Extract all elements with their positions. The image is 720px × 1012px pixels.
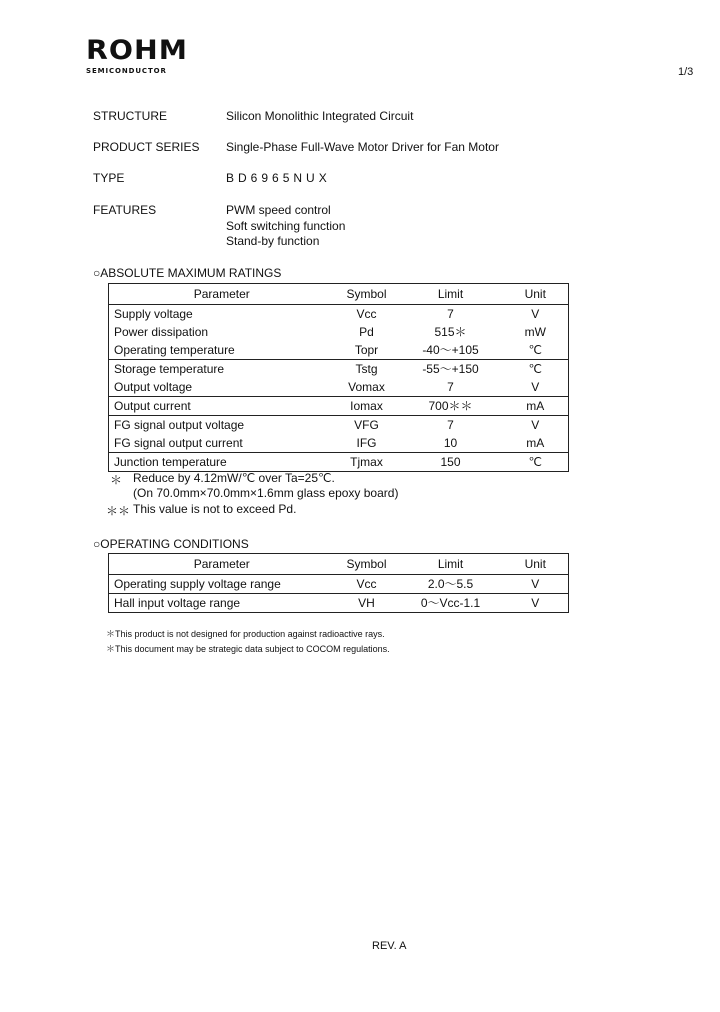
feature-item: PWM speed control xyxy=(226,203,331,217)
note-1-text: Reduce by 4.12mW/℃ over Ta=25℃. xyxy=(133,471,335,485)
limit-cell: 7 xyxy=(447,307,454,321)
product-series-value: Single-Phase Full-Wave Motor Driver for Fan Motor xyxy=(226,140,499,154)
table-row xyxy=(109,323,569,341)
param-cell: Output current xyxy=(109,397,335,416)
structure-value: Silicon Monolithic Integrated Circuit xyxy=(226,109,414,123)
table-row xyxy=(109,341,569,360)
symbol-cell: VH xyxy=(358,596,375,610)
note-1-mark: ＊ xyxy=(110,473,123,487)
type-value: BD6965NUX xyxy=(226,171,331,185)
table-row xyxy=(109,453,569,472)
param-cell: Power dissipation xyxy=(114,325,209,339)
table-row xyxy=(109,378,569,397)
param-cell: Operating temperature xyxy=(109,341,335,360)
symbol-cell: Topr xyxy=(335,341,399,360)
table-row xyxy=(109,416,569,435)
table-row xyxy=(109,434,569,453)
header-unit: Unit xyxy=(503,554,569,575)
abs-max-title: ○ABSOLUTE MAXIMUM RATINGS xyxy=(93,266,282,280)
limit-cell: 7 xyxy=(447,418,454,432)
unit-cell: V xyxy=(531,418,540,432)
param-cell: Output voltage xyxy=(109,378,335,397)
limit-cell: 10 xyxy=(399,434,503,453)
table-row xyxy=(109,397,569,416)
unit-cell: ℃ xyxy=(503,341,569,360)
limit-cell: 700＊＊ xyxy=(399,397,503,416)
footnote: ＊This product is not designed for production against radioactive rays. xyxy=(106,629,385,639)
page-number: 1/3 xyxy=(678,66,694,78)
unit-cell: mW xyxy=(524,325,546,339)
limit-cell: 0～Vcc-1.1 xyxy=(420,596,481,610)
limit-cell: -55～+150 xyxy=(422,362,479,376)
note-2-text: This value is not to exceed Pd. xyxy=(133,502,297,516)
header-symbol: Symbol xyxy=(335,284,399,305)
note-1-board: (On 70.0mm×70.0mm×1.6mm glass epoxy board) xyxy=(133,486,399,500)
header-limit: Limit xyxy=(399,554,503,575)
symbol-cell: IFG xyxy=(335,434,399,453)
header-limit: Limit xyxy=(399,284,503,305)
table-row xyxy=(109,360,569,379)
table-header-row xyxy=(109,284,569,305)
param-cell: Supply voltage xyxy=(114,307,193,321)
header-unit: Unit xyxy=(503,284,569,305)
structure-label: STRUCTURE xyxy=(93,109,167,123)
table-row xyxy=(109,305,569,324)
product-series-label: PRODUCT SERIES xyxy=(93,140,200,154)
header-symbol: Symbol xyxy=(335,554,399,575)
symbol-cell: Iomax xyxy=(335,397,399,416)
param-cell: FG signal output current xyxy=(109,434,335,453)
limit-cell: 7 xyxy=(399,378,503,397)
type-label: TYPE xyxy=(93,171,125,185)
table-row xyxy=(109,575,569,594)
note-2-mark: ＊＊ xyxy=(106,504,131,518)
abs-max-table xyxy=(108,283,569,472)
symbol-cell: Pd xyxy=(359,325,374,339)
limit-cell: 150 xyxy=(440,455,461,469)
unit-cell: ℃ xyxy=(528,362,542,376)
limit-cell: -40～+105 xyxy=(399,341,503,360)
op-cond-table xyxy=(108,553,569,613)
feature-item: Stand-by function xyxy=(226,234,320,248)
param-cell: Storage temperature xyxy=(114,362,225,376)
param-cell: FG signal output voltage xyxy=(114,418,245,432)
symbol-cell: Tstg xyxy=(355,362,378,376)
header-parameter: Parameter xyxy=(109,554,335,575)
limit-cell: 2.0～5.5 xyxy=(399,575,503,594)
rohm-logo: ROHM xyxy=(86,35,189,66)
footnote: ＊This document may be strategic data subject to COCOM regulations. xyxy=(106,644,390,654)
unit-cell: mA xyxy=(503,434,569,453)
unit-cell: V xyxy=(531,596,540,610)
limit-cell: 515＊ xyxy=(434,325,467,339)
param-cell: Operating supply voltage range xyxy=(109,575,335,594)
features-label: FEATURES xyxy=(93,203,157,217)
feature-item: Soft switching function xyxy=(226,219,346,233)
symbol-cell: Vomax xyxy=(335,378,399,397)
unit-cell: V xyxy=(531,307,540,321)
unit-cell: ℃ xyxy=(528,455,542,469)
symbol-cell: Vcc xyxy=(335,575,399,594)
table-row xyxy=(109,594,569,613)
header-parameter: Parameter xyxy=(109,284,335,305)
revision-label: REV. A xyxy=(372,940,407,952)
table-header-row xyxy=(109,554,569,575)
param-cell: Junction temperature xyxy=(114,455,227,469)
unit-cell: mA xyxy=(503,397,569,416)
rohm-logo-subtitle: SEMICONDUCTOR xyxy=(86,67,167,75)
unit-cell: V xyxy=(503,575,569,594)
unit-cell: V xyxy=(503,378,569,397)
symbol-cell: Tjmax xyxy=(350,455,383,469)
symbol-cell: VFG xyxy=(354,418,379,432)
symbol-cell: Vcc xyxy=(356,307,377,321)
param-cell: Hall input voltage range xyxy=(114,596,241,610)
op-cond-title: ○OPERATING CONDITIONS xyxy=(93,537,249,551)
